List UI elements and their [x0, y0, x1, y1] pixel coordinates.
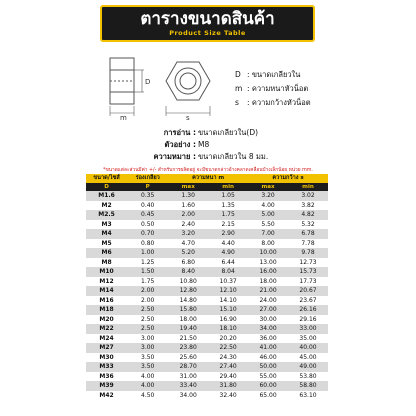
cell-thickness-min: 2.90: [208, 229, 248, 239]
cell-thickness-max: 28.70: [168, 362, 208, 372]
table-row: [86, 210, 328, 220]
cell-size: M1.6: [86, 191, 127, 201]
reading-guide-row: [0, 127, 416, 139]
cell-pitch: 3.00: [127, 343, 168, 353]
cell-size: M8: [86, 258, 127, 268]
cell-pitch: 2.50: [127, 324, 168, 334]
cell-size: M3: [86, 220, 127, 230]
cell-width-min: 49.00: [288, 362, 328, 372]
cell-pitch: 1.50: [127, 267, 168, 277]
legend-key: s: [235, 98, 239, 107]
cell-thickness-max: 2.00: [168, 210, 208, 220]
cell-width-max: 60.00: [248, 381, 288, 391]
cell-thickness-max: 34.00: [168, 391, 208, 401]
cell-width-min: 3.82: [288, 201, 328, 211]
cell-pitch: 0.40: [127, 201, 168, 211]
cell-size: M6: [86, 248, 127, 258]
cell-size: M36: [86, 372, 127, 382]
cell-pitch: 1.75: [127, 277, 168, 287]
col-header-pitch: ร่องเกลียว: [127, 174, 168, 183]
cell-thickness-max: 1.60: [168, 201, 208, 211]
cell-thickness-min: 4.90: [208, 248, 248, 258]
cell-thickness-min: 29.40: [208, 372, 248, 382]
cell-size: M5: [86, 239, 127, 249]
dimension-legend: [235, 68, 311, 110]
cell-thickness-min: 15.10: [208, 305, 248, 315]
table-row: [86, 353, 328, 363]
size-table-body: [86, 191, 328, 400]
legend-item: [235, 82, 311, 96]
table-row: [86, 296, 328, 306]
cell-width-max: 55.00: [248, 372, 288, 382]
cell-thickness-min: 20.20: [208, 334, 248, 344]
cell-size: M12: [86, 277, 127, 287]
cell-pitch: 2.00: [127, 286, 168, 296]
cell-thickness-min: 10.37: [208, 277, 248, 287]
cell-thickness-max: 21.50: [168, 334, 208, 344]
cell-width-min: 9.78: [288, 248, 328, 258]
reading-guide-value: ขนาดเกลียวใน 8 มม.: [198, 152, 269, 161]
cell-width-min: 40.00: [288, 343, 328, 353]
cell-width-min: 15.73: [288, 267, 328, 277]
legend-item: [235, 96, 311, 110]
col-header-size: ขนาด/ไซส์: [86, 174, 127, 183]
cell-thickness-max: 33.40: [168, 381, 208, 391]
table-row: [86, 334, 328, 344]
cell-width-max: 46.00: [248, 353, 288, 363]
diagram-label-m: m: [120, 114, 127, 122]
cell-width-max: 10.00: [248, 248, 288, 258]
cell-thickness-min: 8.04: [208, 267, 248, 277]
table-row: [86, 305, 328, 315]
cell-pitch: 0.35: [127, 191, 168, 201]
cell-thickness-min: 6.44: [208, 258, 248, 268]
reading-guide-value: M8: [198, 140, 210, 149]
reading-guide-label: ตัวอย่าง :: [164, 140, 196, 149]
cell-thickness-min: 24.30: [208, 353, 248, 363]
cell-width-max: 24.00: [248, 296, 288, 306]
cell-width-max: 36.00: [248, 334, 288, 344]
cell-size: M18: [86, 305, 127, 315]
cell-width-min: 5.32: [288, 220, 328, 230]
size-table: [86, 174, 328, 400]
cell-thickness-min: 16.90: [208, 315, 248, 325]
cell-pitch: 1.00: [127, 248, 168, 258]
col-subheader-width-min: min: [288, 183, 328, 191]
cell-thickness-max: 25.60: [168, 353, 208, 363]
cell-width-max: 41.00: [248, 343, 288, 353]
cell-width-max: 5.00: [248, 210, 288, 220]
cell-thickness-max: 19.40: [168, 324, 208, 334]
table-subheader-row: [86, 183, 328, 191]
cell-width-min: 4.82: [288, 210, 328, 220]
cell-pitch: 3.50: [127, 353, 168, 363]
cell-width-min: 33.00: [288, 324, 328, 334]
cell-size: M42: [86, 391, 127, 401]
cell-pitch: 2.00: [127, 296, 168, 306]
cell-size: M22: [86, 324, 127, 334]
cell-thickness-min: 12.10: [208, 286, 248, 296]
cell-thickness-max: 12.80: [168, 286, 208, 296]
cell-thickness-min: 1.05: [208, 191, 248, 201]
cell-size: M10: [86, 267, 127, 277]
cell-pitch: 3.50: [127, 362, 168, 372]
cell-pitch: 2.50: [127, 315, 168, 325]
cell-width-max: 8.00: [248, 239, 288, 249]
cell-thickness-max: 10.80: [168, 277, 208, 287]
cell-width-min: 29.16: [288, 315, 328, 325]
cell-width-max: 4.00: [248, 201, 288, 211]
title-banner: [100, 5, 315, 42]
table-row: [86, 324, 328, 334]
table-row: [86, 372, 328, 382]
cell-width-max: 34.00: [248, 324, 288, 334]
cell-size: M27: [86, 343, 127, 353]
diagram-label-d: D: [145, 78, 151, 86]
legend-key: D: [235, 70, 241, 79]
col-subheader-thickness-max: max: [168, 183, 208, 191]
cell-pitch: 0.70: [127, 229, 168, 239]
cell-thickness-min: 4.40: [208, 239, 248, 249]
table-row: [86, 191, 328, 201]
cell-thickness-min: 14.10: [208, 296, 248, 306]
cell-thickness-min: 27.40: [208, 362, 248, 372]
cell-thickness-min: 1.35: [208, 201, 248, 211]
cell-pitch: 0.80: [127, 239, 168, 249]
table-row: [86, 239, 328, 249]
cell-thickness-max: 18.00: [168, 315, 208, 325]
cell-thickness-max: 31.00: [168, 372, 208, 382]
table-header-row: [86, 174, 328, 183]
cell-width-min: 26.16: [288, 305, 328, 315]
cell-pitch: 0.50: [127, 220, 168, 230]
table-row: [86, 258, 328, 268]
cell-thickness-max: 2.40: [168, 220, 208, 230]
col-header-width: ความกว้าง s: [248, 174, 328, 183]
table-row: [86, 229, 328, 239]
reading-guide: [0, 127, 416, 163]
cell-width-min: 6.78: [288, 229, 328, 239]
cell-pitch: 0.45: [127, 210, 168, 220]
table-row: [86, 381, 328, 391]
cell-size: M24: [86, 334, 127, 344]
col-header-thickness: ความหนา m: [168, 174, 248, 183]
cell-thickness-max: 6.80: [168, 258, 208, 268]
page-subtitle: Product Size Table: [169, 29, 246, 37]
cell-pitch: 3.00: [127, 334, 168, 344]
legend-text: : ความหนาหัวน็อต: [247, 84, 309, 93]
cell-thickness-max: 3.20: [168, 229, 208, 239]
cell-thickness-min: 31.80: [208, 381, 248, 391]
cell-pitch: 4.50: [127, 391, 168, 401]
page-title: ตารางขนาดสินค้า: [140, 9, 275, 29]
cell-width-max: 7.00: [248, 229, 288, 239]
cell-width-min: 35.00: [288, 334, 328, 344]
col-subheader-thickness-min: min: [208, 183, 248, 191]
cell-thickness-min: 18.10: [208, 324, 248, 334]
table-row: [86, 391, 328, 401]
table-row: [86, 220, 328, 230]
col-subheader-pitch: P: [127, 183, 168, 191]
tolerance-note: *ขนาดแต่ละส่วนมีค่า +/- สำหรับการผลิตอยู่ จะมีขนาดกล่าวอ้างคลาดเคลื่อนบ้างเล็กน้อย หน่วย mm.: [103, 168, 313, 173]
cell-width-min: 20.67: [288, 286, 328, 296]
cell-size: M4: [86, 229, 127, 239]
cell-width-min: 3.02: [288, 191, 328, 201]
cell-size: M16: [86, 296, 127, 306]
cell-thickness-max: 23.80: [168, 343, 208, 353]
table-row: [86, 277, 328, 287]
cell-width-max: 27.00: [248, 305, 288, 315]
cell-width-min: 58.80: [288, 381, 328, 391]
col-subheader-size: D: [86, 183, 127, 191]
cell-width-min: 17.73: [288, 277, 328, 287]
col-subheader-width-max: max: [248, 183, 288, 191]
legend-key: m: [235, 84, 243, 93]
cell-width-max: 21.00: [248, 286, 288, 296]
reading-guide-value: ขนาดเกลียวใน(D): [198, 128, 259, 137]
table-row: [86, 315, 328, 325]
hex-nut-diagram: [100, 52, 225, 122]
cell-pitch: 4.00: [127, 381, 168, 391]
reading-guide-label: ความหมาย :: [153, 152, 196, 161]
cell-thickness-min: 2.15: [208, 220, 248, 230]
cell-width-min: 45.00: [288, 353, 328, 363]
cell-thickness-min: 32.40: [208, 391, 248, 401]
table-row: [86, 343, 328, 353]
cell-width-min: 12.73: [288, 258, 328, 268]
cell-size: M30: [86, 353, 127, 363]
cell-size: M2: [86, 201, 127, 211]
diagram-label-s: s: [186, 114, 190, 122]
cell-thickness-max: 1.30: [168, 191, 208, 201]
cell-size: M2.5: [86, 210, 127, 220]
cell-thickness-max: 14.80: [168, 296, 208, 306]
cell-size: M39: [86, 381, 127, 391]
legend-text: : ขนาดเกลียวใน: [247, 70, 301, 79]
table-row: [86, 362, 328, 372]
cell-width-max: 30.00: [248, 315, 288, 325]
legend-item: [235, 68, 311, 82]
cell-width-max: 16.00: [248, 267, 288, 277]
reading-guide-row: [0, 151, 416, 163]
cell-width-max: 5.50: [248, 220, 288, 230]
cell-thickness-min: 1.75: [208, 210, 248, 220]
reading-guide-row: [0, 139, 416, 151]
cell-width-min: 7.78: [288, 239, 328, 249]
cell-width-min: 23.67: [288, 296, 328, 306]
cell-width-max: 65.00: [248, 391, 288, 401]
cell-width-max: 50.00: [248, 362, 288, 372]
cell-width-max: 18.00: [248, 277, 288, 287]
table-row: [86, 248, 328, 258]
table-row: [86, 201, 328, 211]
cell-size: M20: [86, 315, 127, 325]
cell-thickness-max: 8.40: [168, 267, 208, 277]
cell-width-min: 53.80: [288, 372, 328, 382]
cell-width-min: 63.10: [288, 391, 328, 401]
cell-thickness-min: 22.50: [208, 343, 248, 353]
cell-width-max: 3.20: [248, 191, 288, 201]
cell-thickness-max: 15.80: [168, 305, 208, 315]
table-row: [86, 267, 328, 277]
cell-thickness-max: 4.70: [168, 239, 208, 249]
cell-size: M14: [86, 286, 127, 296]
reading-guide-label: การอ่าน :: [163, 128, 196, 137]
cell-size: M33: [86, 362, 127, 372]
cell-pitch: 2.50: [127, 305, 168, 315]
cell-width-max: 13.00: [248, 258, 288, 268]
legend-text: : ความกว้างหัวน็อต: [247, 98, 311, 107]
cell-pitch: 1.25: [127, 258, 168, 268]
table-row: [86, 286, 328, 296]
cell-pitch: 4.00: [127, 372, 168, 382]
cell-thickness-max: 5.20: [168, 248, 208, 258]
